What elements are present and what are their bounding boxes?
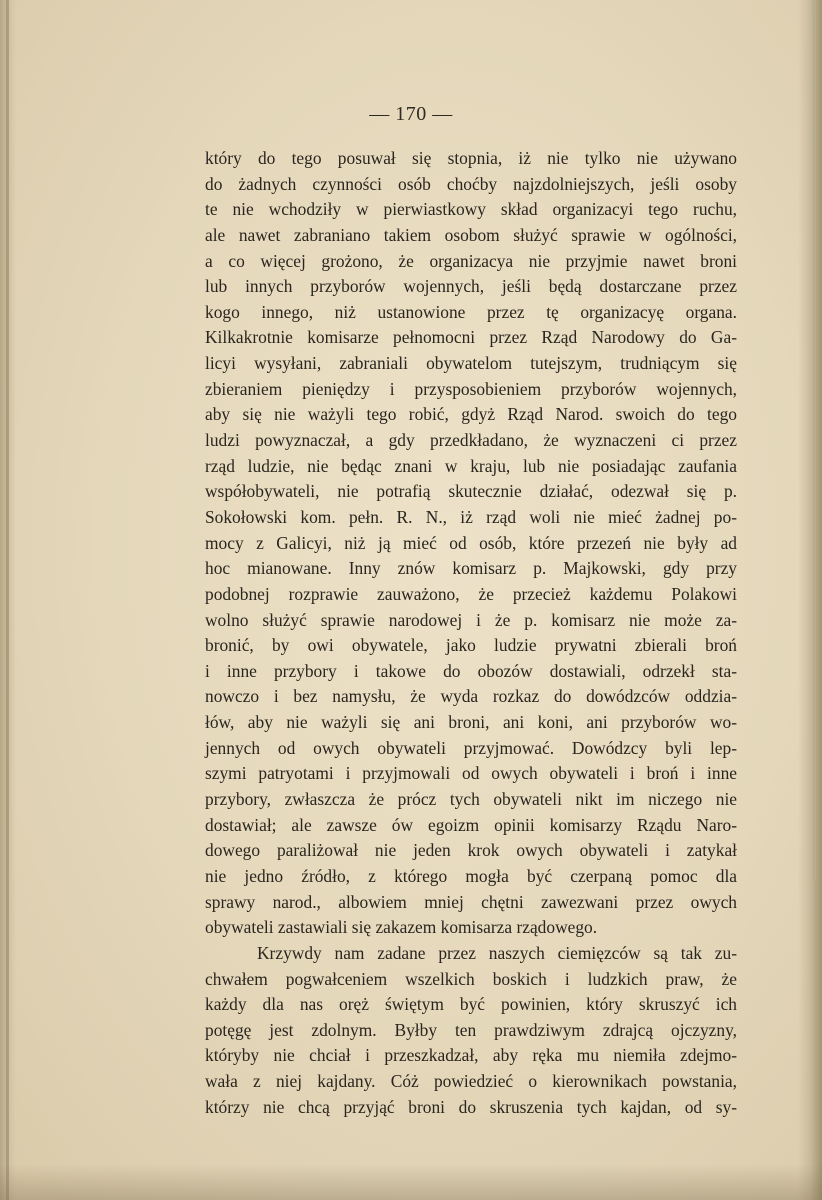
paragraph-end-line: obywateli zastawiali się zakazem komisarza rządowego.	[205, 917, 598, 938]
text-line: lub innych przyborów wojennych, jeśli będą dostarczane przez	[205, 276, 737, 297]
text-line: hoc mianowane. Inny znów komisarz p. Majkowski, gdy przy	[205, 558, 737, 579]
text-line: jennych od owych obywateli przyjmować. Dowódzcy byli lep-	[205, 737, 737, 758]
text-line: ludzi powyznaczał, a gdy przedkładano, że wyznaczeni ci przez	[205, 430, 737, 451]
paragraph-start-line: Krzywdy nam zadane przez naszych ciemięzców są tak zu-	[257, 942, 737, 963]
page-number: — 170 —	[369, 103, 453, 125]
text-line: nowczo i bez namysłu, że wyda rozkaz do dowódzców oddzia-	[205, 686, 737, 707]
text-line: licyi wysyłani, zabraniali obywatelom tutejszym, trudniącym się	[205, 353, 737, 374]
text-line: szymi patryotami i przyjmowali od owych obywateli i broń i inne	[205, 763, 737, 784]
text-line: zbieraniem pieniędzy i przysposobieniem przyborów wojennych,	[205, 378, 737, 399]
body-text	[205, 146, 737, 1120]
text-line: przybory, zwłaszcza że prócz tych obywateli nikt im niczego nie	[205, 789, 737, 810]
text-line: Sokołowski kom. pełn. R. N., iż rząd woli nie mieć żadnej po-	[205, 506, 737, 527]
text-line: który do tego posuwał się stopnia, iż nie tylko nie używano	[205, 148, 737, 168]
text-line: aby się nie ważyli tego robić, gdyż Rząd Narod. swoich do tego	[205, 404, 737, 425]
page-fore-edge	[813, 0, 816, 880]
text-line: ale nawet zabraniano takiem osobom służyć sprawie w ogólności,	[205, 224, 737, 245]
text-line: do żadnych czynności osób choćby najzdolniejszych, jeśli osoby	[205, 173, 737, 194]
text-line: a co więcej grożono, że organizacya nie przyjmie nawet broni	[205, 250, 737, 271]
page-bottom-shadow	[0, 1164, 822, 1200]
text-line: każdy dla nas oręż świętym być powinien, który skruszyć ich	[205, 994, 737, 1015]
text-line: te nie wchodziły w pierwiastkowy skład organizacyi tego ruchu,	[205, 199, 737, 220]
text-line: i inne przybory i takowe do obozów dostawiali, odrzekł sta-	[205, 660, 737, 681]
text-line: któryby nie chciał i przeszkadzał, aby ręka mu niemiła zdejmo-	[205, 1045, 737, 1066]
text-line: dostawiał; ale zawsze ów egoizm opinii komisarzy Rządu Naro-	[205, 814, 737, 835]
text-line: nie jedno źródło, z którego mogła być czerpaną pomoc dla	[205, 865, 737, 886]
text-line: mocy z Galicyi, niż ją mieć od osób, które przezeń nie były ad	[205, 532, 737, 553]
text-line: kogo innego, niż ustanowione przez tę organizacyę organa.	[205, 301, 737, 322]
page-right-edge	[798, 0, 822, 1200]
text-line: Kilkakrotnie komisarze pełnomocni przez Rząd Narodowy do Ga-	[205, 327, 737, 348]
binding-edge	[6, 0, 9, 1200]
text-line: sprawy narod., albowiem mniej chętni zawezwani przez owych	[205, 891, 737, 912]
text-line: współobywateli, nie potrafią skutecznie działać, odezwał się p.	[205, 481, 737, 502]
text-line: rząd ludzie, nie będąc znani w kraju, lub nie posiadając zaufania	[205, 455, 737, 476]
text-line: łów, aby nie ważyli się ani broni, ani koni, ani przyborów wo-	[205, 712, 737, 733]
text-line: dowego paraliżował nie jeden krok owych obywateli i zatykał	[205, 840, 737, 861]
text-line: bronić, by owi obywatele, jako ludzie prywatni zbierali broń	[205, 635, 737, 656]
text-line: podobnej rozprawie zauważono, że przecież każdemu Polakowi	[205, 583, 737, 604]
text-line: potęgę jest zdolnym. Byłby ten prawdziwym zdrajcą ojczyzny,	[205, 1019, 737, 1040]
text-line: którzy nie chcą przyjąć broni do skruszenia tych kajdan, od sy-	[205, 1096, 737, 1117]
text-line: wała z niej kajdany. Cóż powiedzieć o kierownikach powstania,	[205, 1071, 737, 1092]
text-line: chwałem pogwałceniem wszelkich boskich i ludzkich praw, że	[205, 968, 737, 989]
text-line: wolno służyć sprawie narodowej i że p. komisarz nie może za-	[205, 609, 737, 630]
